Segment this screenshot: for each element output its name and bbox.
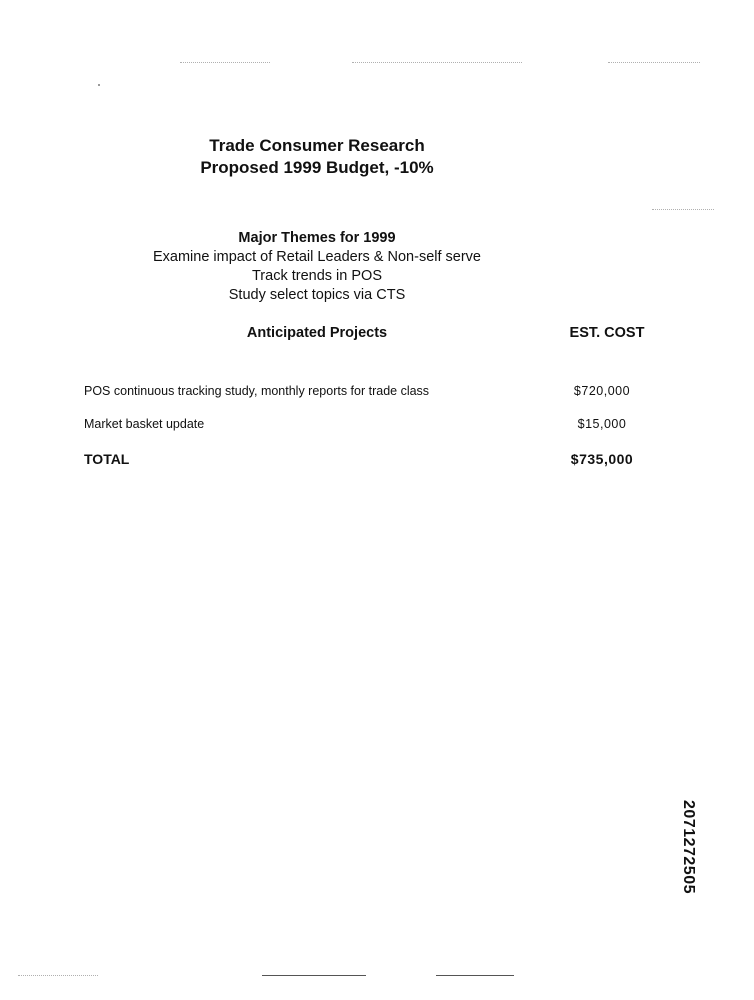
total-label: TOTAL (84, 451, 130, 467)
projects-column-header: Anticipated Projects (246, 325, 388, 341)
theme-item: Examine impact of Retail Leaders & Non-self serve (152, 249, 481, 265)
scan-artifact (608, 62, 700, 64)
table-row-cost: $15,000 (577, 417, 627, 431)
title-line-2: Proposed 1999 Budget, -10% (200, 158, 434, 177)
scan-artifact (436, 975, 514, 976)
scan-artifact (652, 209, 714, 211)
themes-section (0, 229, 634, 305)
scan-artifact (98, 84, 100, 86)
bates-number: 2071272505 (680, 800, 697, 894)
scan-artifact (262, 975, 366, 976)
themes-heading: Major Themes for 1999 (238, 230, 396, 246)
table-row-project: POS continuous tracking study, monthly reports for trade class (84, 384, 430, 398)
cost-column-header: EST. COST (569, 325, 645, 341)
title-line-1: Trade Consumer Research (209, 136, 425, 155)
page-title (0, 135, 634, 179)
theme-item: Study select topics via CTS (228, 287, 406, 303)
table-row-cost: $720,000 (573, 384, 631, 398)
total-value: $735,000 (570, 451, 634, 467)
theme-item: Track trends in POS (251, 268, 382, 284)
scan-artifact (352, 62, 522, 64)
table-row-project: Market basket update (84, 417, 205, 431)
scan-artifact (180, 62, 270, 64)
scan-artifact (18, 975, 98, 977)
